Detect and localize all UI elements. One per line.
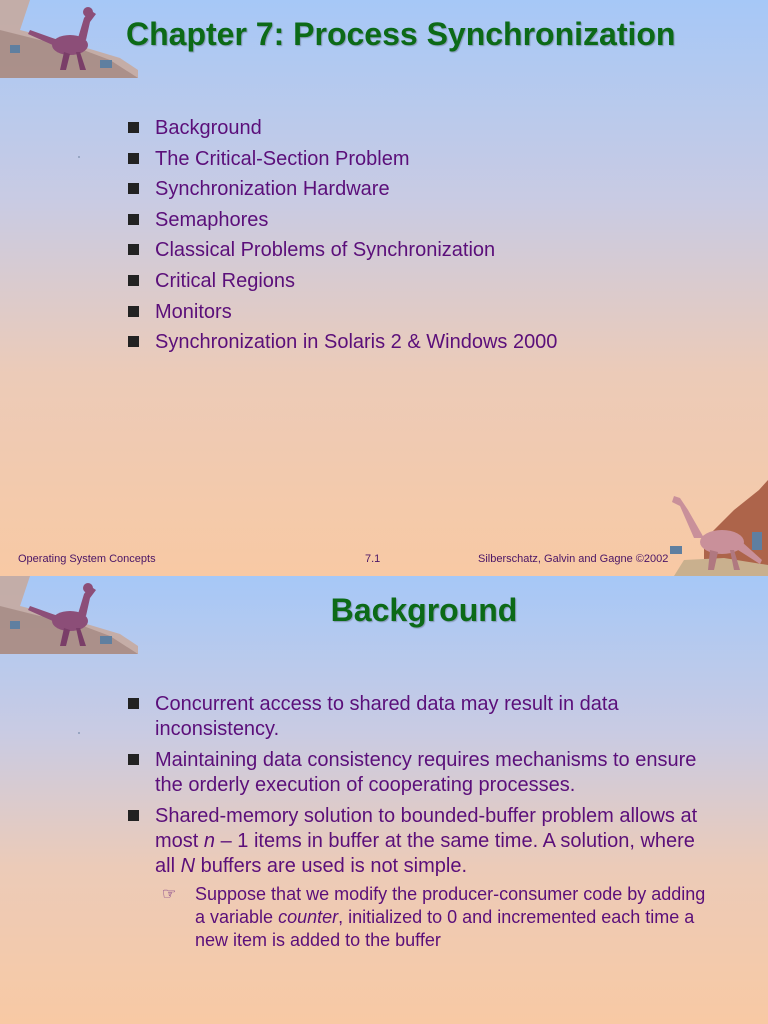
list-item: Monitors: [128, 300, 557, 331]
list-item: Semaphores: [128, 208, 557, 239]
list-item: Synchronization in Solaris 2 & Windows 2000: [128, 330, 557, 361]
square-bullet-icon: [128, 306, 139, 317]
list-item: Synchronization Hardware: [128, 177, 557, 208]
square-bullet-icon: [128, 810, 139, 821]
list-item: Maintaining data consistency requires mechanisms to ensure the orderly execution of cooperating processes.: [128, 748, 708, 798]
background-bullet-list: [128, 692, 708, 958]
list-item: Concurrent access to shared data may result in data inconsistency.: [128, 692, 708, 742]
list-item: The Critical-Section Problem: [128, 147, 557, 178]
dinosaur-icon: [664, 480, 768, 576]
decorative-dot: [78, 732, 80, 734]
slide-title: Chapter 7: Process Synchronization: [126, 16, 676, 52]
square-bullet-icon: [128, 336, 139, 347]
slide-title: Background: [330, 592, 518, 628]
square-bullet-icon: [128, 122, 139, 133]
square-bullet-icon: [128, 698, 139, 709]
footer-right: Silberschatz, Galvin and Gagne ©2002: [478, 553, 669, 565]
footer-left: Operating System Concepts: [18, 553, 156, 565]
list-item: Shared-memory solution to bounded-buffer problem allows at most n – 1 items in buffer at the same time. A solution, where all N buffers are used is not simple. ☞ Suppose that we modify the producer-consumer code by adding a variable counter, initialized to 0 and incremented each time a new item is added to the buffer: [128, 804, 708, 952]
square-bullet-icon: [128, 754, 139, 765]
square-bullet-icon: [128, 153, 139, 164]
square-bullet-icon: [128, 244, 139, 255]
list-item: Background: [128, 116, 557, 147]
square-bullet-icon: [128, 275, 139, 286]
list-item: Critical Regions: [128, 269, 557, 300]
topic-list: [128, 116, 557, 361]
pointing-hand-icon: ☞: [162, 886, 177, 903]
slide-2: [0, 576, 768, 1024]
footer-page-number: 7.1: [365, 553, 381, 565]
list-item: Classical Problems of Synchronization: [128, 238, 557, 269]
square-bullet-icon: [128, 183, 139, 194]
sub-list-item: ☞ Suppose that we modify the producer-consumer code by adding a variable counter, initialized to 0 and incremented each time a new item is added to the buffer: [162, 884, 706, 950]
decorative-dot: [78, 156, 80, 158]
square-bullet-icon: [128, 214, 139, 225]
